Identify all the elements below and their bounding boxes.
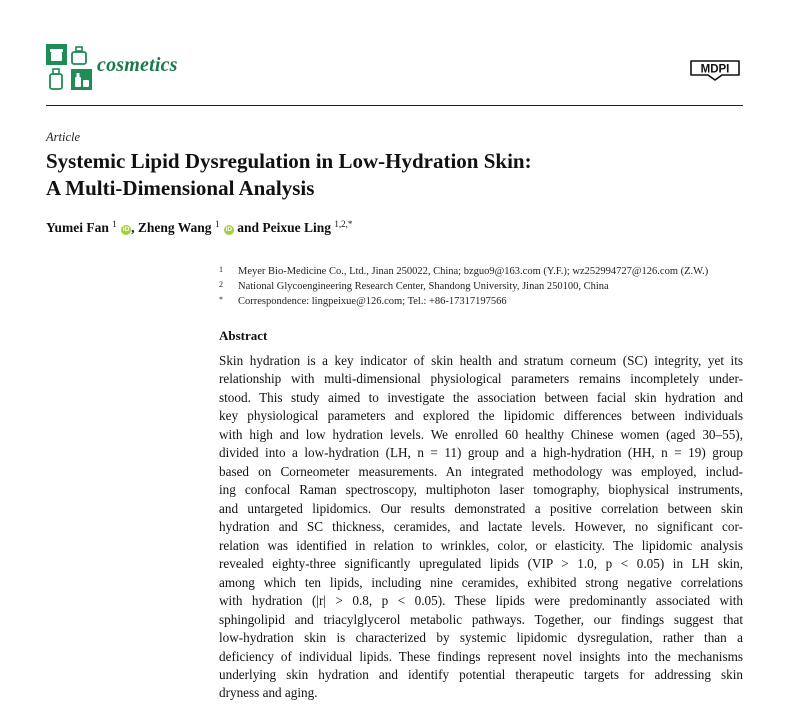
abstract-line: based on Corneometer measurements. An integrated methodology was employed, includ-: [219, 463, 743, 479]
author-name[interactable]: Peixue Ling: [262, 220, 331, 235]
author-separator: and: [233, 220, 263, 235]
author-separator: ,: [131, 220, 138, 235]
abstract-line: deficiency of individual lipids. These findings represent novel insights into the mechanisms: [219, 648, 743, 664]
affiliation-marker: 2: [219, 280, 223, 289]
abstract-line: revealed eighty-three significantly upregulated lipids (VIP > 1.0, p < 0.05) in LH skin,: [219, 556, 743, 572]
publisher-name: MDPI: [700, 63, 730, 76]
abstract-line: low-hydration skin is characterized by systemic lipidomic dysregulation, rather than a: [219, 630, 743, 646]
article-title-line-1: Systemic Lipid Dysregulation in Low-Hydration Skin:: [46, 149, 532, 173]
author-list: [46, 219, 352, 236]
abstract-line: with high and low hydration levels. We enrolled 60 healthy Chinese women (aged 30–55),: [219, 426, 743, 442]
abstract-line-last: dryness and aging.: [219, 685, 318, 701]
abstract-line: key physiological parameters and explored the lipidomic differences between individuals: [219, 408, 743, 424]
author-affiliation-ref[interactable]: 1: [112, 219, 117, 229]
abstract-line: underlying skin hydration and identify potential therapeutic targets for addressing skin: [219, 666, 743, 682]
article-title-line-2: A Multi-Dimensional Analysis: [46, 176, 315, 200]
article-type: Article: [46, 130, 81, 144]
affiliation-item: [219, 294, 759, 309]
journal-header: [46, 44, 743, 106]
journal-name[interactable]: cosmetics: [97, 54, 178, 76]
affiliations: [219, 264, 759, 309]
abstract-heading: Abstract: [219, 328, 268, 343]
abstract-line: sphingolipid and triacylglycerol metabolic pathways. Together, our findings suggest that: [219, 611, 743, 627]
orcid-icon[interactable]: iD: [225, 226, 233, 233]
abstract-line: relation was identified in relation to wrinkles, color, or elasticity. The lipidomic analysis: [219, 537, 743, 553]
abstract-line: ing confocal Raman spectroscopy, multiphoton laser tomography, biophysical instruments,: [219, 482, 743, 498]
affiliation-text: Meyer Bio-Medicine Co., Ltd., Jinan 250022, China; bzguo9@163.com (Y.F.); wz252994727@126.com (Z.W.): [238, 266, 709, 277]
abstract-line: relationship with multi-dimensional physiological parameters remains incompletely under-: [219, 371, 743, 387]
article-title: [46, 148, 746, 202]
abstract-line: Skin hydration is a key indicator of skin health and stratum corneum (SC) integrity, yet its: [219, 353, 743, 368]
author-name[interactable]: Zheng Wang: [137, 220, 212, 235]
abstract-line: with hydration (|r| > 0.8, p < 0.05). These lipids were predominantly associated with: [219, 593, 743, 609]
header-divider: [46, 105, 743, 106]
abstract-line: divided into a low-hydration (LH, n = 11) group and a high-hydration (HH, n = 19) group: [219, 445, 743, 461]
journal-logo-icon[interactable]: [46, 44, 92, 90]
affiliation-marker: *: [219, 295, 223, 304]
author-affiliation-ref[interactable]: 1,2,*: [334, 219, 353, 229]
abstract-line: stood. This study aimed to investigate the association between facial skin hydration and: [219, 389, 743, 405]
mdpi-logo-icon[interactable]: [687, 57, 743, 83]
affiliation-text: National Glycoengineering Research Center, Shandong University, Jinan 250100, China: [238, 281, 609, 292]
affiliation-item: [219, 279, 759, 294]
affiliation-marker: 1: [219, 265, 223, 274]
affiliation-item: [219, 264, 759, 279]
abstract-line: and untargeted lipidomics. Our results demonstrated a positive correlation between skin: [219, 500, 743, 516]
abstract-line: among which ten lipids, including nine ceramides, exhibited strong negative correlations: [219, 574, 743, 590]
abstract-line: hydration and SC thickness, ceramides, and lactate levels. However, no significant cor-: [219, 519, 743, 535]
abstract-body: [219, 352, 743, 703]
orcid-icon[interactable]: iD: [122, 226, 130, 233]
correspondence-text: Correspondence: lingpeixue@126.com; Tel.: +86-17317197566: [238, 296, 507, 307]
author-name[interactable]: Yumei Fan: [46, 220, 109, 235]
author-affiliation-ref[interactable]: 1: [214, 219, 220, 229]
